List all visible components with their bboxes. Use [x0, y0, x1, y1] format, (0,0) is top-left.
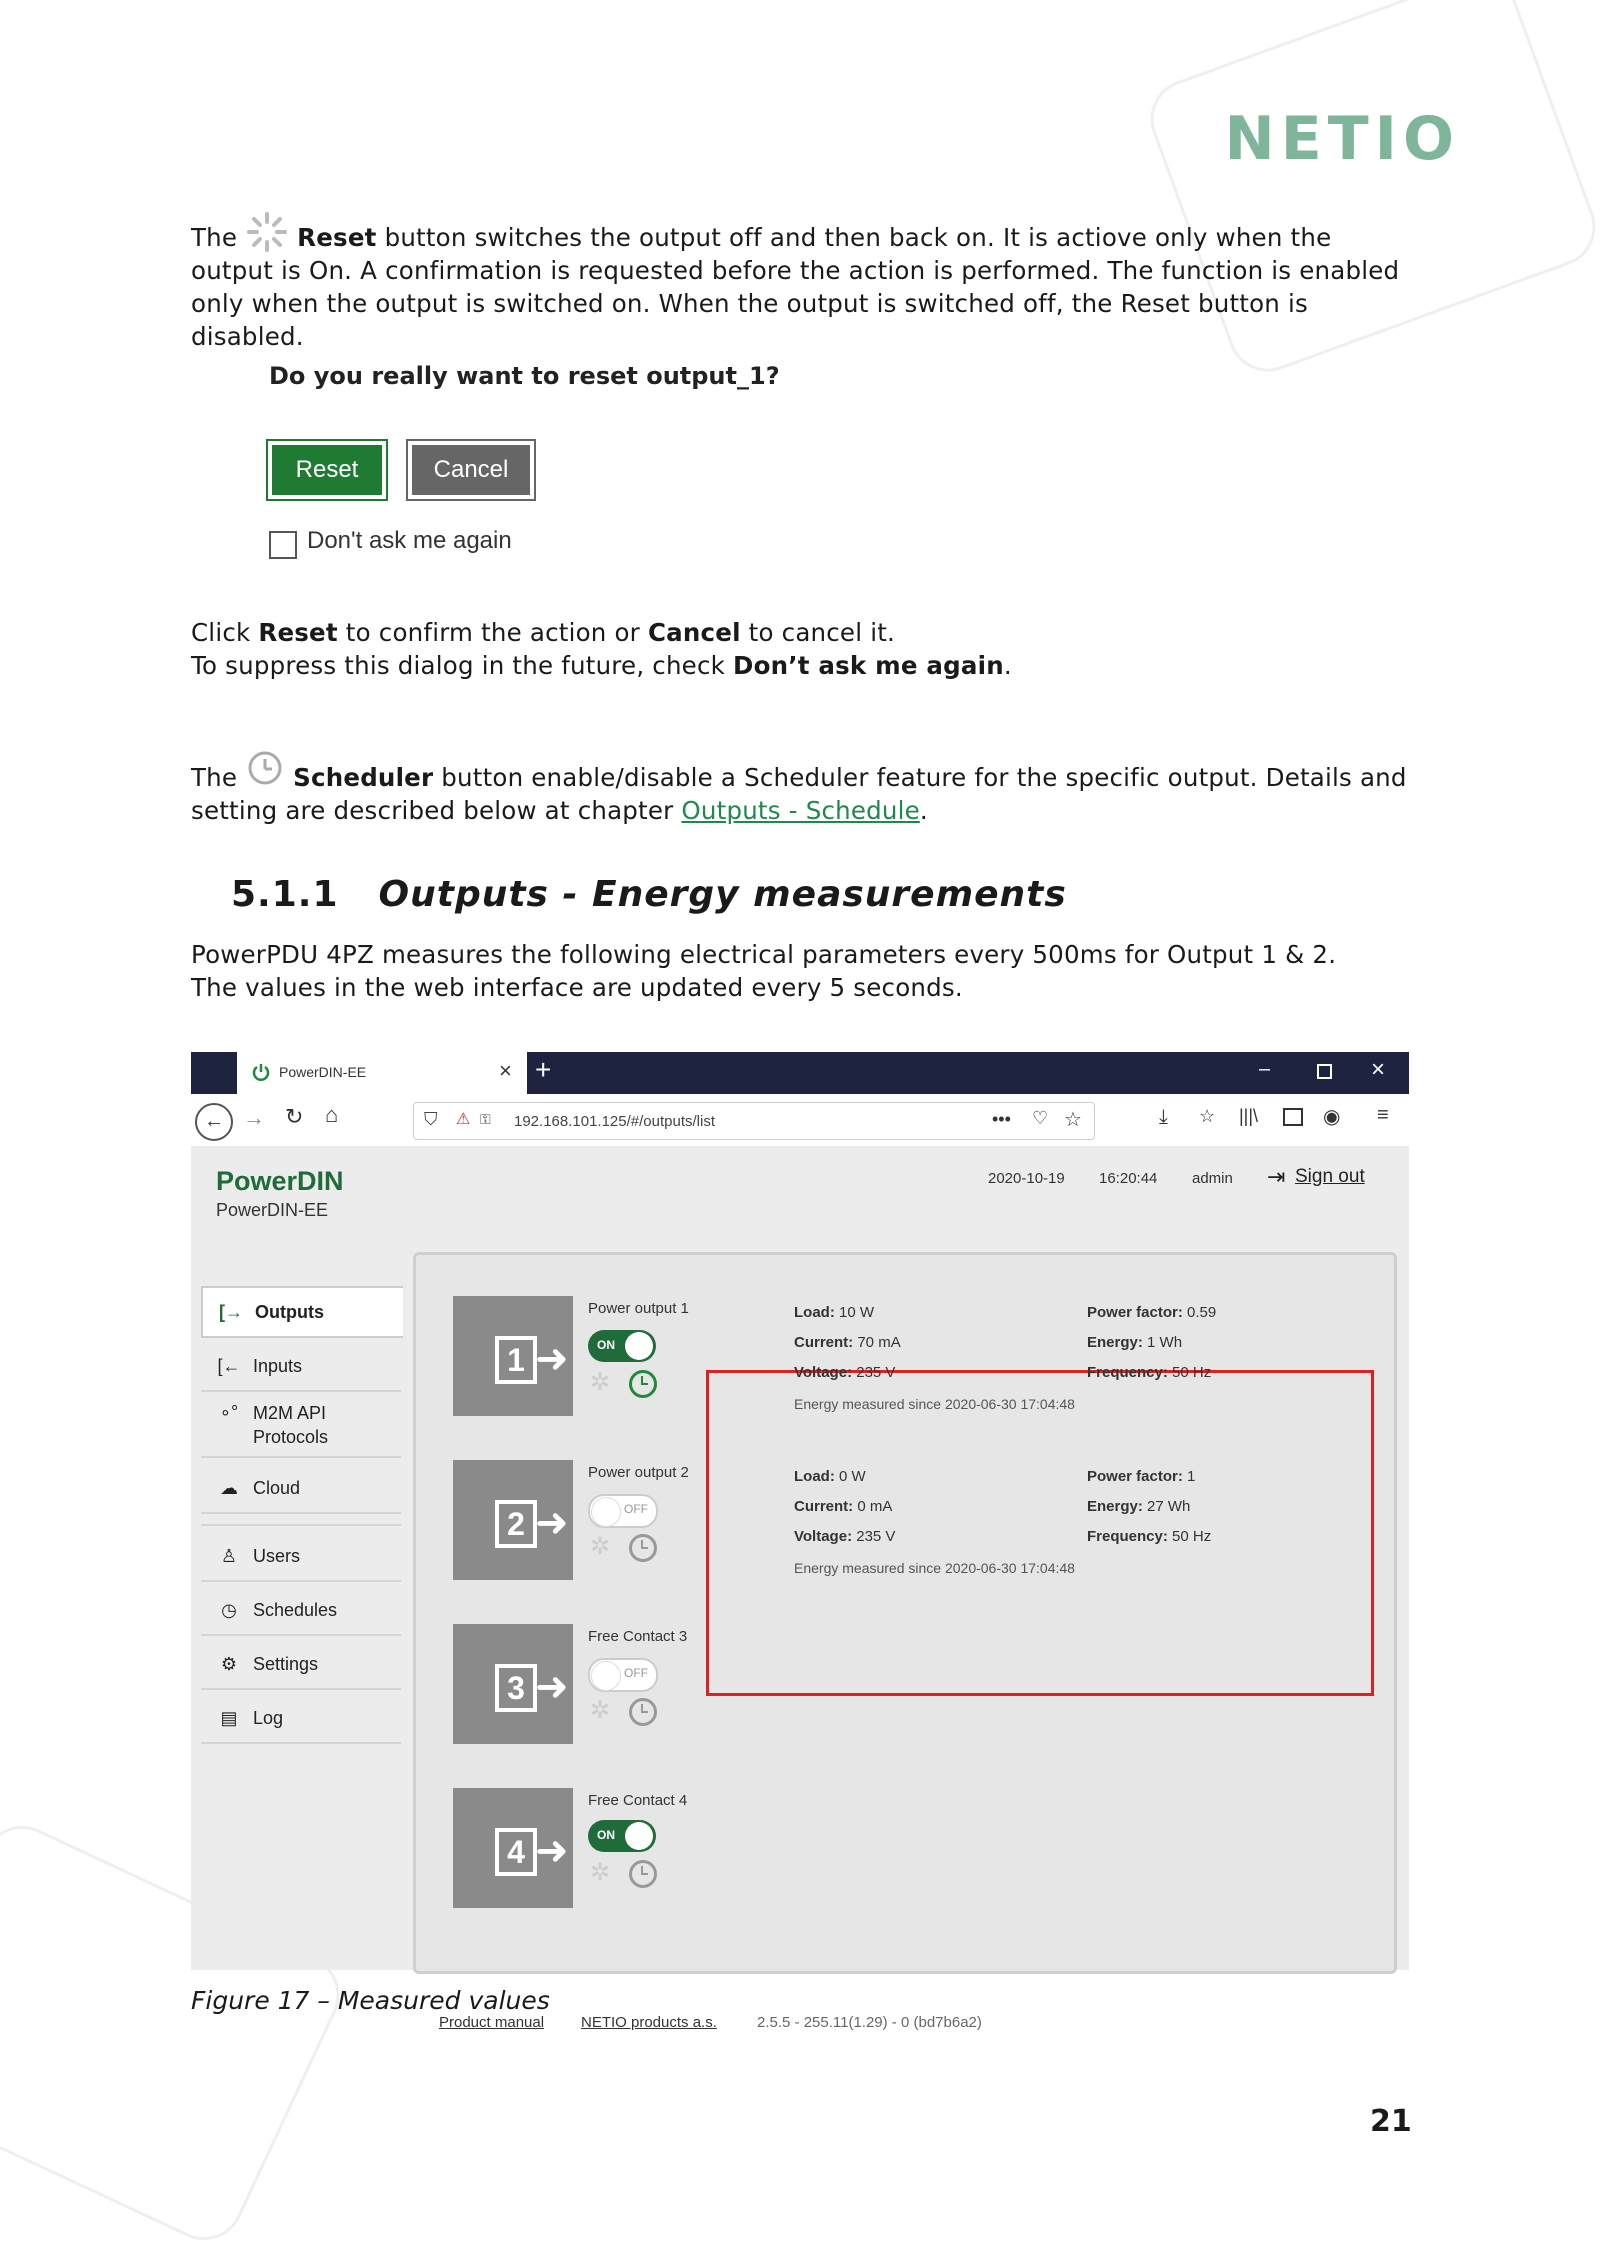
maximize-icon[interactable] — [1317, 1064, 1332, 1079]
lock-warning-icon: ⚠ — [456, 1111, 471, 1128]
tab-close-icon[interactable]: × — [499, 1058, 512, 1083]
signout-icon[interactable]: ⇥ — [1267, 1164, 1286, 1189]
bookmarks-icon[interactable]: ☆ — [1199, 1106, 1216, 1126]
scheduler-icon[interactable] — [629, 1860, 657, 1888]
meas-since-2: Energy measured since 2020-06-30 17:04:48 — [794, 1560, 1075, 1576]
outputs-schedule-link[interactable]: Outputs - Schedule — [681, 796, 920, 825]
arrow-icon: ➜ — [535, 1337, 569, 1381]
scheduler-icon[interactable] — [629, 1370, 657, 1398]
cloud-icon: ☁ — [220, 1477, 238, 1498]
reset-icon: ✲ — [590, 1697, 611, 1724]
company-link[interactable]: NETIO products a.s. — [581, 2014, 717, 2031]
page-number: 21 — [1370, 2104, 1412, 2139]
reset-paragraph: The Reset button switches the output off and then back on. It is actiove only when the output is On. A confirmation is requested before the action is performed. The function is enabled only when the output is switched on. When the output is switched off, the Reset button is disabled. — [191, 210, 1411, 353]
key-icon: ⚿ — [480, 1111, 491, 1127]
meas-pf-1: Power factor: 0.59 — [1087, 1304, 1217, 1321]
library-icon[interactable]: |||\ — [1239, 1106, 1259, 1126]
output-tile-1: 1 ➜ — [453, 1296, 573, 1416]
reset-icon[interactable]: ✲ — [590, 1859, 611, 1886]
account-icon[interactable]: ◉ — [1323, 1106, 1341, 1128]
power-icon — [251, 1062, 271, 1087]
sidebar-item-cloud[interactable]: ☁ Cloud — [201, 1464, 401, 1514]
sidebar-item-outputs[interactable]: [→ Outputs — [201, 1286, 403, 1338]
browser-tab[interactable] — [237, 1052, 527, 1094]
dialog-reset-button[interactable]: Reset — [270, 443, 384, 497]
firmware-version: 2.5.5 - 255.11(1.29) - 0 (bd7b6a2) — [757, 2014, 982, 2031]
more-icon[interactable]: ••• — [992, 1109, 1011, 1129]
output-toggle-2[interactable]: OFF — [588, 1494, 658, 1528]
users-icon: ♙ — [220, 1545, 238, 1566]
header-user: admin — [1192, 1170, 1233, 1187]
scheduler-icon[interactable] — [629, 1698, 657, 1726]
scheduler-icon[interactable] — [629, 1534, 657, 1562]
output-label-4: Free Contact 4 — [588, 1792, 688, 1809]
output-toggle-4[interactable]: ON — [588, 1820, 656, 1852]
meas-frequency-2: Frequency: 50 Hz — [1087, 1528, 1212, 1545]
sidebar-item-inputs[interactable]: [← Inputs — [201, 1342, 401, 1392]
click-paragraph: Click Reset to confirm the action or Cancel to cancel it. To suppress this dialog in the future, check Don’t ask me again. — [191, 618, 1012, 680]
output-tile-3: 3 ➜ — [453, 1624, 573, 1744]
dont-ask-label: Don't ask me again — [307, 527, 512, 554]
meas-voltage-1: Voltage: 235 V — [794, 1364, 896, 1381]
m2m-icon: ∘° — [219, 1402, 239, 1422]
arrow-icon: ➜ — [535, 1665, 569, 1709]
outputs-icon: [→ — [219, 1301, 243, 1322]
meas-load-2: Load: 0 W — [794, 1468, 866, 1485]
section-heading: 5.1.1 Outputs - Energy measurements — [231, 874, 1067, 915]
clock-icon: ◷ — [221, 1599, 237, 1620]
output-tile-2: 2 ➜ — [453, 1460, 573, 1580]
header-date: 2020-10-19 — [988, 1170, 1065, 1187]
gear-icon: ⚙ — [220, 1653, 238, 1674]
meas-pf-2: Power factor: 1 — [1087, 1468, 1196, 1485]
bookmark-star-icon[interactable]: ☆ — [1064, 1109, 1082, 1131]
browser-nav-bar — [191, 1094, 1409, 1147]
app-brand: PowerDIN — [216, 1166, 344, 1196]
meas-energy-1: Energy: 1 Wh — [1087, 1334, 1183, 1351]
forward-icon[interactable]: → — [243, 1105, 265, 1130]
output-toggle-1[interactable]: ON — [588, 1330, 656, 1362]
reset-icon[interactable]: ✲ — [590, 1369, 611, 1396]
browser-tab-bar — [191, 1052, 1409, 1094]
output-label-1: Power output 1 — [588, 1300, 689, 1317]
output-label-3: Free Contact 3 — [588, 1628, 688, 1645]
reload-icon[interactable]: ↻ — [285, 1104, 304, 1129]
browser-tab-title: PowerDIN-EE — [279, 1064, 367, 1080]
menu-divider — [201, 1524, 401, 1526]
sidebar-icon[interactable] — [1283, 1108, 1303, 1126]
sidebar-item-m2m[interactable]: ∘° M2M API Protocols — [201, 1394, 401, 1458]
meas-current-2: Current: 0 mA — [794, 1498, 893, 1515]
arrow-icon: ➜ — [535, 1829, 569, 1873]
log-icon: ▤ — [220, 1707, 238, 1728]
meas-since-1: Energy measured since 2020-06-30 17:04:48 — [794, 1396, 1075, 1412]
download-icon[interactable]: ⤓ — [1159, 1106, 1168, 1128]
sidebar-item-users[interactable]: ♙ Users — [201, 1532, 401, 1582]
back-icon[interactable]: ← — [195, 1103, 233, 1141]
url-text: 192.168.101.125/#/outputs/list — [514, 1113, 715, 1130]
home-icon[interactable]: ⌂ — [325, 1102, 339, 1127]
output-label-2: Power output 2 — [588, 1464, 689, 1481]
netio-logo: NETIO — [1224, 104, 1460, 174]
reset-icon: ✲ — [590, 1533, 611, 1560]
new-tab-icon[interactable]: + — [535, 1054, 552, 1085]
pocket-icon[interactable]: ♡ — [1032, 1108, 1049, 1128]
address-bar[interactable] — [413, 1102, 1095, 1140]
menu-icon[interactable]: ≡ — [1377, 1104, 1389, 1126]
scheduler-paragraph: The Scheduler button enable/disable a Scheduler feature for the specific output. Details and setting are described below at chapter Outputs - Schedule. — [191, 750, 1411, 827]
reset-dialog-question: Do you really want to reset output_1? — [269, 362, 780, 390]
dont-ask-checkbox[interactable] — [269, 531, 297, 559]
reset-spinner-icon — [245, 210, 289, 254]
shield-icon: ⛉ — [424, 1109, 438, 1129]
meas-energy-2: Energy: 27 Wh — [1087, 1498, 1191, 1515]
figure-caption: Figure 17 – Measured values — [191, 1986, 550, 2015]
sidebar-item-log[interactable]: ▤ Log — [201, 1694, 401, 1744]
product-manual-link[interactable]: Product manual — [439, 2014, 545, 2031]
output-tile-4: 4 ➜ — [453, 1788, 573, 1908]
scheduler-clock-icon — [245, 750, 285, 790]
device-name: PowerDIN-EE — [216, 1200, 329, 1220]
signout-link[interactable]: Sign out — [1295, 1166, 1365, 1187]
meas-load-1: Load: 10 W — [794, 1304, 875, 1321]
meas-voltage-2: Voltage: 235 V — [794, 1528, 896, 1545]
output-toggle-3[interactable]: OFF — [588, 1658, 658, 1692]
meas-current-1: Current: 70 mA — [794, 1334, 901, 1351]
minimize-icon[interactable]: – — [1259, 1058, 1271, 1080]
sidebar-item-schedules[interactable]: ◷ Schedules — [201, 1586, 401, 1636]
header-time: 16:20:44 — [1099, 1170, 1158, 1187]
meas-frequency-1: Frequency: 50 Hz — [1087, 1364, 1212, 1381]
arrow-icon: ➜ — [535, 1501, 569, 1545]
inputs-icon: [← — [217, 1355, 241, 1376]
dialog-cancel-button[interactable]: Cancel — [410, 443, 532, 497]
window-close-icon[interactable]: × — [1371, 1056, 1386, 1083]
energy-paragraph: PowerPDU 4PZ measures the following electrical parameters every 500ms for Output 1 & 2. The values in the web interface are updated every 5 seconds. — [191, 940, 1337, 1002]
sidebar-item-settings[interactable]: ⚙ Settings — [201, 1640, 401, 1690]
